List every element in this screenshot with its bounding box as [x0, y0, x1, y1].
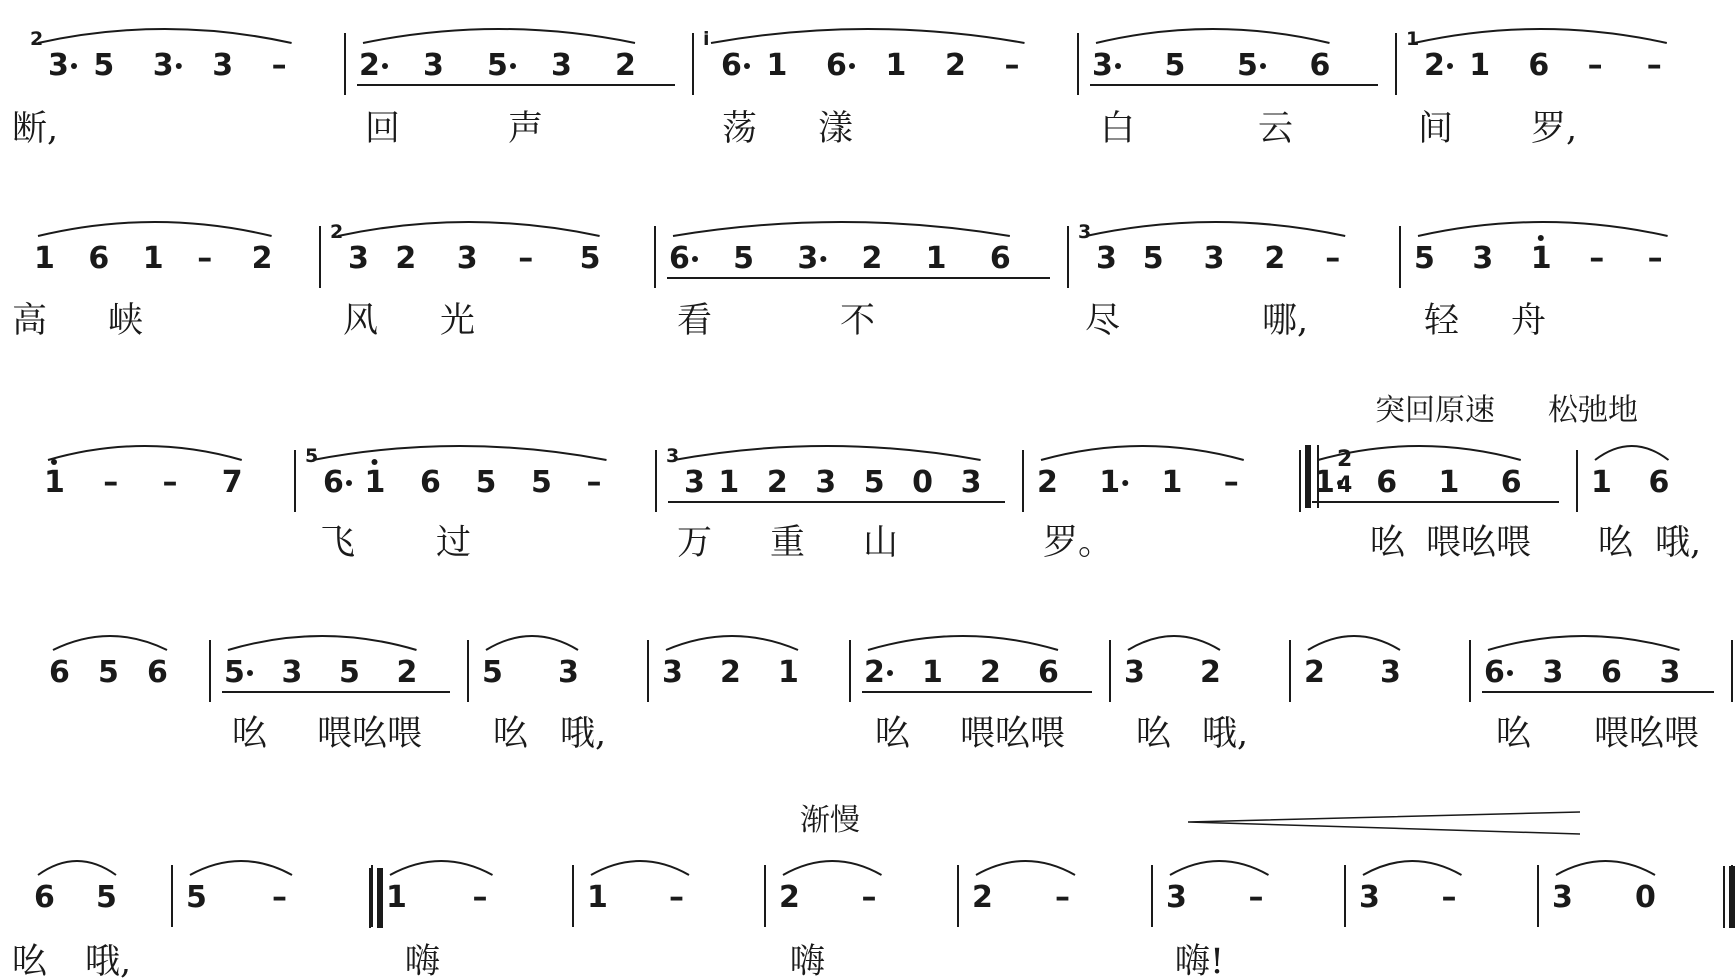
note: 6 [420, 465, 441, 500]
lyric: 哦, [560, 714, 607, 754]
note: 2 [945, 48, 966, 83]
slur [53, 636, 167, 650]
note: 6 [1484, 655, 1505, 690]
augmentation-dot [1447, 63, 1453, 69]
augmentation-dot [510, 63, 516, 69]
tempo-mark-relaxed: 松弛地 [1548, 393, 1638, 428]
octave-dot [1538, 235, 1544, 241]
note: 2 [980, 655, 1001, 690]
note: 3 [1380, 655, 1401, 690]
slur [38, 222, 272, 236]
lyric: 声 [508, 109, 544, 149]
lyric: 光 [440, 301, 476, 341]
lyric: 漾 [818, 109, 854, 149]
note: 3 [1552, 880, 1573, 915]
sustain-dash: – [586, 465, 602, 500]
lyric: 吆 [1598, 523, 1634, 563]
slur [976, 861, 1075, 875]
lyric: 罗, [1531, 109, 1578, 149]
note: 6 [721, 48, 742, 83]
lyric: 喂吆喂 [960, 714, 1066, 754]
lyric: 山 [863, 523, 899, 563]
grace-note: i [703, 28, 710, 50]
lyrics-line-3 [320, 523, 1701, 563]
note: 2 [766, 465, 788, 500]
note: 1 [778, 655, 799, 690]
note: 6 [49, 655, 70, 690]
note: 2 [1304, 655, 1325, 690]
lyric: 尽 [1085, 301, 1121, 341]
crescendo-hairpin [1188, 812, 1580, 834]
slur [228, 636, 417, 650]
note: 3 [551, 48, 572, 83]
slur [38, 861, 116, 875]
lyrics-line-1 [12, 109, 1577, 149]
note: 2 [720, 655, 741, 690]
lyric: 过 [436, 523, 472, 563]
octave-dot [372, 459, 378, 465]
lyric: 吆 [875, 714, 911, 754]
note: 2 [972, 880, 993, 915]
note: 5 [1237, 48, 1258, 83]
lyric: 不 [840, 301, 876, 341]
lyric: 嗨! [1175, 942, 1225, 980]
slur [673, 222, 1010, 236]
grace-note: 1 [1406, 28, 1420, 50]
augmentation-dot [1260, 63, 1266, 69]
grace-note: 3 [1078, 221, 1092, 243]
slur [1128, 636, 1220, 650]
slur [868, 636, 1058, 650]
note: 3 [1096, 241, 1117, 276]
note: 5 [98, 655, 119, 690]
sustain-dash: – [103, 465, 119, 500]
lyrics-line-4 [232, 714, 1699, 754]
tempo-mark-return: 突回原速 [1375, 393, 1495, 428]
note: 6 [1601, 655, 1622, 690]
note: 6 [826, 48, 847, 83]
note: 3 [423, 48, 444, 83]
lyric: 罗。 [1043, 523, 1114, 563]
slur [674, 446, 981, 460]
slur [1488, 636, 1680, 650]
note: 5 [863, 465, 885, 500]
augmentation-dot [887, 670, 893, 676]
sustain-dash: – [197, 241, 213, 276]
note: 5 [1164, 48, 1186, 83]
slur [38, 29, 292, 43]
note: 3 [456, 241, 478, 276]
note: 3 [815, 465, 837, 500]
note: 1 [1469, 48, 1491, 83]
note: 5 [1142, 241, 1164, 276]
slur [783, 861, 882, 875]
note: 3 [797, 241, 819, 276]
time-signature-numerator: 2 [1337, 447, 1353, 472]
augmentation-dot [820, 256, 826, 262]
grace-note: 3 [666, 445, 680, 467]
sustain-dash: – [1587, 48, 1603, 83]
augmentation-dot [849, 63, 855, 69]
slur [1308, 636, 1400, 650]
slur [1363, 861, 1462, 875]
note: 1 [885, 48, 907, 83]
sustain-dash: – [861, 880, 877, 915]
note: 2 [861, 241, 883, 276]
note: 1 [1314, 465, 1335, 500]
lyric: 吆 [1496, 714, 1532, 754]
note: 5 [475, 465, 497, 500]
note: 1 [1438, 465, 1460, 500]
sustain-dash: – [1647, 241, 1663, 276]
note: 5 [224, 655, 245, 690]
lyrics-line-5 [12, 942, 1224, 980]
sustain-dash: – [472, 880, 488, 915]
sustain-dash: – [272, 880, 287, 915]
slur [1041, 446, 1244, 460]
slur [313, 446, 607, 460]
augmentation-dot [1122, 480, 1128, 486]
slur [48, 446, 242, 460]
lyric: 轻 [1424, 301, 1460, 341]
lyric: 间 [1418, 109, 1454, 149]
note: 2 [1037, 465, 1058, 500]
augmentation-dot [346, 480, 352, 486]
augmentation-dot [247, 670, 253, 676]
note: 6 [1528, 48, 1550, 83]
lyric: 嗨 [790, 942, 826, 980]
note: 0 [1635, 880, 1656, 915]
augmentation-dot [176, 63, 182, 69]
lyric: 舟 [1511, 301, 1547, 341]
note: 1 [34, 241, 55, 276]
note: 3 [1092, 48, 1113, 83]
lyric: 吆 [493, 714, 529, 754]
slur [666, 636, 798, 650]
augmentation-dot [1115, 63, 1121, 69]
augmentation-dot [71, 63, 77, 69]
note: 1 [386, 880, 407, 915]
note: 5 [186, 880, 207, 915]
note: 1 [364, 465, 386, 500]
note: 3 [1472, 241, 1494, 276]
grace-note: 2 [30, 28, 44, 50]
augmentation-dot [1507, 670, 1513, 676]
note: 1 [587, 880, 608, 915]
lyric: 风 [343, 301, 379, 341]
lyric: 云 [1258, 109, 1294, 149]
sustain-dash: – [162, 465, 178, 500]
note: 3 [281, 655, 303, 690]
sustain-dash: – [1055, 880, 1070, 915]
lyrics-line-2 [12, 301, 1546, 341]
time-signature-denominator: 4 [1337, 473, 1353, 498]
note: 2 [359, 48, 380, 83]
augmentation-dot [382, 63, 388, 69]
lyric: 哦, [1655, 523, 1702, 563]
tempo-mark-ritardando: 渐慢 [800, 803, 860, 838]
augmentation-dot [744, 63, 750, 69]
sustain-dash: – [669, 880, 684, 915]
note: 6 [147, 655, 168, 690]
slur [1418, 222, 1668, 236]
note: 2 [779, 880, 800, 915]
note: 5 [93, 48, 115, 83]
note: 2 [1264, 241, 1286, 276]
lyric: 看 [677, 301, 713, 341]
augmentation-dot [692, 256, 698, 262]
lyric: 吆 [1370, 523, 1406, 563]
lyric: 哦, [85, 942, 132, 980]
note: 2 [396, 655, 418, 690]
note: 3 [1203, 241, 1225, 276]
sustain-dash: – [1646, 48, 1662, 83]
slur [363, 29, 635, 43]
note: 6 [1648, 465, 1670, 500]
note: 6 [1500, 465, 1522, 500]
lyric: 断, [12, 109, 59, 149]
note: 5 [733, 241, 755, 276]
note: 3 [152, 48, 174, 83]
note: 0 [912, 465, 934, 500]
lyric: 喂吆喂 [1594, 714, 1700, 754]
note: 5 [579, 241, 601, 276]
lyric: 嗨 [405, 942, 441, 980]
slur [338, 222, 600, 236]
note: 3 [48, 48, 69, 83]
note: 6 [1038, 655, 1059, 690]
lyric: 白 [1100, 109, 1136, 149]
sustain-dash: – [1223, 465, 1239, 500]
note: 2 [864, 655, 885, 690]
note: 6 [1376, 465, 1398, 500]
note: 5 [96, 880, 117, 915]
note: 5 [482, 655, 503, 690]
note: 1 [1099, 465, 1121, 500]
note: 6 [34, 880, 55, 915]
note: 3 [960, 465, 982, 500]
note: 5 [339, 655, 360, 690]
sustain-dash: – [518, 241, 534, 276]
slur [190, 861, 292, 875]
grace-note: 5 [305, 445, 319, 467]
note: 3 [1359, 880, 1380, 915]
lyric: 高 [12, 301, 48, 341]
lyric: 吆 [12, 942, 48, 980]
slur [1170, 861, 1269, 875]
note: 2 [615, 48, 636, 83]
lyric: 万 [677, 523, 713, 563]
note: 5 [487, 48, 508, 83]
lyric: 重 [770, 523, 806, 563]
note: 6 [989, 241, 1011, 276]
slur [1414, 29, 1667, 43]
note: 7 [221, 465, 243, 500]
note: 1 [925, 241, 947, 276]
note: 6 [1309, 48, 1331, 83]
lyric: 吆 [1136, 714, 1172, 754]
slur [1096, 29, 1330, 43]
sustain-dash: – [1325, 241, 1341, 276]
note: 3 [662, 655, 683, 690]
slur [591, 861, 689, 875]
note: 2 [1424, 48, 1445, 83]
note: 3 [1124, 655, 1145, 690]
slur [1556, 861, 1655, 875]
note: 3 [1166, 880, 1187, 915]
note: 3 [1659, 655, 1681, 690]
note: 1 [922, 655, 943, 690]
staff-layer [30, 28, 1732, 928]
note: 3 [212, 48, 234, 83]
slur [711, 29, 1025, 43]
note: 1 [766, 48, 788, 83]
note: 5 [1414, 241, 1435, 276]
note: 2 [1200, 655, 1221, 690]
note: 1 [1591, 465, 1612, 500]
note: 3 [558, 655, 579, 690]
note: 6 [88, 241, 110, 276]
lyric: 哦, [1202, 714, 1249, 754]
note: 2 [251, 241, 273, 276]
sustain-dash: – [271, 48, 287, 83]
note: 3 [684, 465, 705, 500]
sustain-dash: – [1589, 241, 1605, 276]
lyric: 喂吆喂 [1426, 523, 1532, 563]
lyric: 哪, [1262, 301, 1309, 341]
lyric: 峡 [108, 301, 144, 341]
lyric: 喂吆喂 [317, 714, 423, 754]
slur [1595, 446, 1669, 460]
note: 2 [395, 241, 417, 276]
sustain-dash: – [1004, 48, 1020, 83]
note: 1 [718, 465, 740, 500]
slur [1086, 222, 1345, 236]
lyric: 吆 [232, 714, 268, 754]
note: 1 [1530, 241, 1552, 276]
sustain-dash: – [1248, 880, 1264, 915]
slur [390, 861, 493, 875]
note: 1 [142, 241, 164, 276]
note: 1 [1161, 465, 1183, 500]
note: 3 [1542, 655, 1564, 690]
note: 1 [44, 465, 65, 500]
note: 6 [323, 465, 344, 500]
lyric: 回 [365, 109, 401, 149]
grace-note: 2 [330, 221, 344, 243]
lyric: 荡 [722, 109, 758, 149]
sustain-dash: – [1441, 880, 1457, 915]
note: 6 [669, 241, 690, 276]
slur [486, 636, 578, 650]
note: 3 [348, 241, 369, 276]
note: 5 [531, 465, 552, 500]
lyric: 飞 [320, 523, 356, 563]
